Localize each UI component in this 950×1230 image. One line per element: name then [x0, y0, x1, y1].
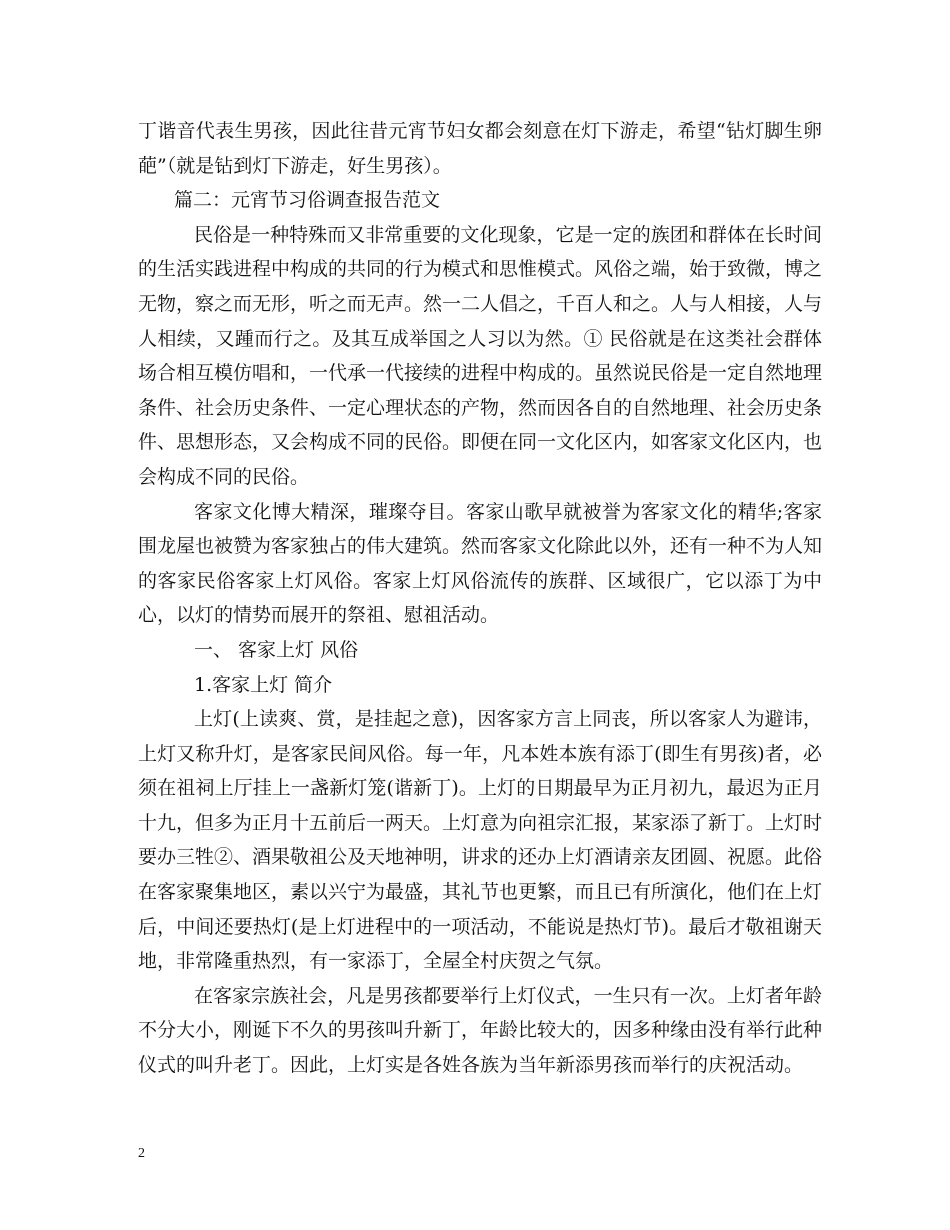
paragraph-folk-customs: 民俗是一种特殊而又非常重要的文化现象，它是一定的族团和群体在长时间的生活实践进程中构成的共同的行为模式和思惟模式。风俗之端，始于致微，博之无物，察之而无形，听之而无声。然一二人倡之，千百人和之。人与人相接，人与人相续，又踵而行之。及其互成举国之人习以为然。① 民俗就是在这类社会群体场合相互模仿唱和，一代承一代接续的进程中构成的。虽然说民俗是一定自然地理条件、社会历史条件、一定心理状态的产物，然而因各自的自然地理、社会历史条件、思想形态，又会构成不同的民俗。即便在同一文化区内，如客家文化区内，也会构成不同的民俗。: [138, 223, 823, 488]
subheading-introduction: 1.客家上灯 简介: [194, 673, 333, 696]
paragraph-lantern-ceremony: 在客家宗族社会，凡是男孩都要举行上灯仪式，一生只有一次。上灯者年龄不分大小，刚诞下不久的男孩叫升新丁，年龄比较大的，因多种缘由没有举行此种仪式的叫升老丁。因此，上灯实是各姓各族为当年新添男孩而举行的庆祝活动。: [138, 984, 823, 1077]
paragraph-lantern-intro: 上灯(上读爽、赏，是挂起之意)，因客家方言上同丧，所以客家人为避讳，上灯又称升灯，是客家民间风俗。每一年，凡本姓本族有添丁(即生有男孩)者，必须在祖祠上厅挂上一盏新灯笼(谐新丁)。上灯的日期最早为正月初九，最迟为正月十九，但多为正月十五前后一两天。上灯意为向祖宗汇报，某家添了新丁。上灯时要办三牲②、酒果敬祖公及天地神明，讲求的还办上灯酒请亲友团圆、祝愿。此俗在客家聚集地区，素以兴宁为最盛，其礼节也更繁，而且已有所演化，他们在上灯后，中间还要热灯(是上灯进程中的一项活动，不能说是热灯节)。最后才敬祖谢天地，非常隆重热烈，有一家添丁，全屋全村庆贺之气氛。: [138, 708, 823, 973]
page-number: 2: [138, 1146, 145, 1161]
subheading-hakka-lantern-custom: 一、 客家上灯 风俗: [194, 638, 359, 661]
document-body: [138, 114, 822, 1083]
section-heading: 篇二：元宵节习俗调查报告范文: [174, 189, 441, 212]
paragraph-continuation: 丁谐音代表生男孩，因此往昔元宵节妇女都会刻意在灯下游走，希望“钻灯脚生卵葩”（就是钻到灯下游走，好生男孩）。: [138, 120, 822, 177]
paragraph-hakka-culture: 客家文化博大精深，璀璨夺目。客家山歌早就被誉为客家文化的精华;客家围龙屋也被赞为客家独占的伟大建筑。然而客家文化除此以外，还有一种不为人知的客家民俗客家上灯风俗。客家上灯风俗流传的族群、区域很广，它以添丁为中心，以灯的情势而展开的祭祖、慰祖活动。: [138, 500, 823, 627]
